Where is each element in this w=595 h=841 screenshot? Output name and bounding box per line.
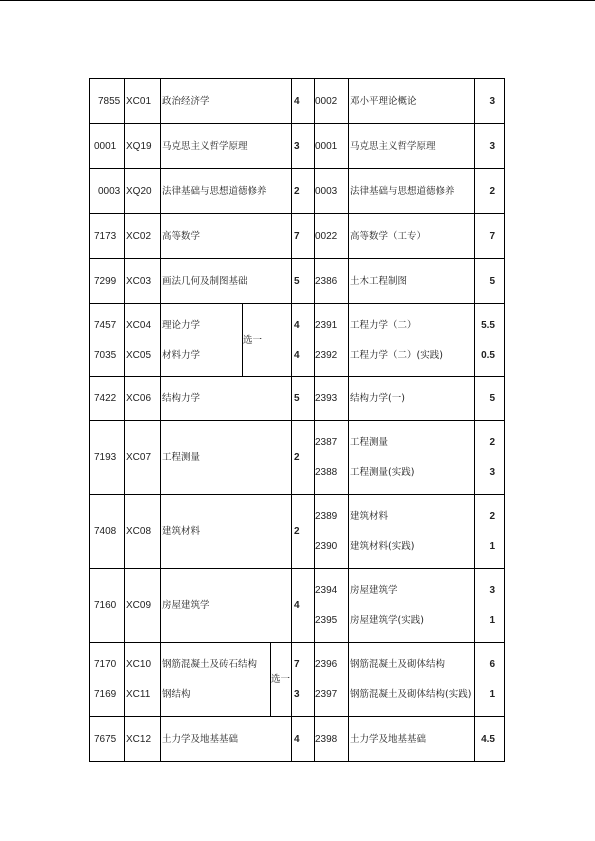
column-divider: [124, 377, 125, 420]
old-course-code: 7035: [94, 349, 117, 361]
table-right-border: [504, 79, 505, 123]
old-course-credit: 2: [294, 526, 300, 537]
old-course-code: 7299: [94, 275, 117, 287]
old-course-code: 7160: [94, 600, 117, 611]
table-right-border: [504, 377, 505, 420]
column-divider: [291, 79, 292, 123]
column-divider: [124, 717, 125, 761]
column-divider: [291, 169, 292, 213]
column-divider: [160, 169, 161, 213]
new-course-code: 0003: [315, 185, 338, 197]
course-serial: XC09: [126, 600, 152, 611]
column-divider: [124, 643, 125, 716]
new-course-name: 土木工程制图: [350, 275, 408, 287]
new-course-code: 2392: [315, 349, 338, 361]
new-course-name: 钢筋混凝土及砌体结构: [350, 659, 446, 670]
old-course-credit: 4: [294, 349, 300, 361]
course-serial: XC10: [126, 659, 152, 670]
course-serial: XC03: [126, 275, 152, 287]
table-row: [90, 169, 505, 214]
new-course-credit: 4.5: [481, 733, 495, 745]
column-divider: [474, 124, 475, 168]
old-course-credit: 7: [294, 659, 300, 670]
column-divider: [474, 643, 475, 716]
course-serial: XC04: [126, 319, 152, 331]
new-course-name: 结构力学(一): [350, 393, 405, 404]
course-serial: XC06: [126, 393, 152, 404]
column-divider: [314, 495, 315, 568]
column-divider: [160, 377, 161, 420]
column-divider: [291, 717, 292, 761]
new-course-name: 工程力学（二）(实践): [350, 349, 443, 361]
table-right-border: [504, 169, 505, 213]
new-course-name: 工程测量(实践): [350, 467, 415, 478]
new-course-code: 2395: [315, 615, 338, 626]
new-course-code: 2398: [315, 733, 338, 745]
column-divider: [124, 495, 125, 568]
column-divider: [291, 495, 292, 568]
new-course-credit: 3: [489, 95, 495, 107]
old-course-name: 建筑材料: [162, 526, 201, 537]
course-serial: XC01: [126, 95, 152, 107]
new-course-credit: 1: [489, 541, 495, 552]
new-course-name: 钢筋混凝土及砌体结构(实践): [350, 689, 472, 700]
table-row: [90, 377, 505, 421]
course-serial: XC12: [126, 733, 152, 745]
column-divider: [291, 124, 292, 168]
new-course-name: 建筑材料: [350, 511, 389, 522]
column-divider: [124, 304, 125, 376]
table-row: [90, 79, 505, 124]
new-course-name: 土力学及地基基础: [350, 733, 427, 745]
column-divider: [124, 79, 125, 123]
new-course-credit: 2: [489, 437, 495, 448]
old-course-credit: 3: [294, 140, 300, 152]
new-course-name: 邓小平理论概论: [350, 95, 417, 107]
table-row: [90, 214, 505, 259]
old-course-name: 材料力学: [162, 349, 201, 361]
new-course-credit: 3: [489, 585, 495, 596]
column-divider: [291, 304, 292, 376]
column-divider: [474, 377, 475, 420]
old-course-name: 政治经济学: [162, 95, 210, 107]
column-divider: [160, 717, 161, 761]
old-course-credit: 2: [294, 452, 300, 463]
column-divider: [160, 124, 161, 168]
column-divider: [348, 304, 349, 376]
old-course-name: 房屋建筑学: [162, 600, 210, 611]
column-divider: [474, 259, 475, 303]
new-course-code: 0022: [315, 230, 338, 242]
column-divider: [314, 304, 315, 376]
column-divider: [160, 495, 161, 568]
new-course-code: 2397: [315, 689, 338, 700]
new-course-credit: 7: [489, 230, 495, 242]
new-course-credit: 5: [489, 275, 495, 287]
column-divider: [348, 79, 349, 123]
old-course-code: 7457: [94, 319, 117, 331]
table-right-border: [504, 214, 505, 258]
new-course-name: 工程测量: [350, 437, 389, 448]
column-divider: [348, 169, 349, 213]
old-course-code: 7675: [94, 733, 117, 745]
new-course-credit: 2: [489, 185, 495, 197]
table-right-border: [504, 569, 505, 642]
old-course-credit: 3: [294, 689, 300, 700]
new-course-credit: 5.5: [481, 319, 495, 331]
course-serial: XC07: [126, 452, 152, 463]
table-row: [90, 421, 505, 495]
new-course-credit: 2: [489, 511, 495, 522]
column-divider: [160, 79, 161, 123]
column-divider: [348, 421, 349, 494]
page-top-rule: [0, 0, 595, 1]
old-course-credit: 5: [294, 275, 300, 287]
new-course-code: 2393: [315, 393, 338, 404]
old-course-code: 7173: [94, 230, 117, 242]
table-right-border: [504, 495, 505, 568]
column-divider: [291, 569, 292, 642]
table-row: [90, 304, 505, 377]
old-course-code: 7193: [94, 452, 117, 463]
new-course-code: 2390: [315, 541, 338, 552]
column-divider: [314, 421, 315, 494]
old-course-name: 理论力学: [162, 319, 201, 331]
table-right-border: [504, 421, 505, 494]
table-row: [90, 569, 505, 643]
new-course-code: 2388: [315, 467, 338, 478]
old-course-credit: 4: [294, 319, 300, 331]
old-course-code: 7408: [94, 526, 117, 537]
table-right-border: [504, 643, 505, 716]
old-course-name: 法律基础与思想道德修养: [162, 185, 267, 197]
column-divider: [474, 304, 475, 376]
column-divider: [348, 717, 349, 761]
new-course-name: 马克思主义哲学原理: [350, 140, 436, 152]
column-divider: [348, 495, 349, 568]
old-course-code: 7855: [98, 95, 121, 107]
table-row: [90, 259, 505, 304]
old-course-credit: 2: [294, 185, 300, 197]
table-right-border: [504, 124, 505, 168]
column-divider: [291, 214, 292, 258]
course-replacement-table: [89, 78, 505, 762]
column-divider: [124, 421, 125, 494]
table-right-border: [504, 304, 505, 376]
table-row: [90, 643, 505, 717]
old-course-code: 0003: [98, 185, 121, 197]
old-course-name: 高等数学: [162, 230, 201, 242]
column-divider: [348, 214, 349, 258]
column-divider: [124, 259, 125, 303]
old-course-credit: 4: [294, 733, 300, 745]
new-course-credit: 1: [489, 615, 495, 626]
column-divider: [291, 377, 292, 420]
column-divider: [160, 643, 161, 716]
column-divider: [124, 124, 125, 168]
old-course-name: 画法几何及制图基础: [162, 275, 248, 287]
new-course-credit: 3: [489, 140, 495, 152]
new-course-name: 工程力学（二）: [350, 319, 417, 331]
column-divider: [348, 643, 349, 716]
table-row: [90, 495, 505, 569]
old-course-name: 马克思主义哲学原理: [162, 140, 248, 152]
old-course-credit: 4: [294, 600, 300, 611]
old-course-name: 钢结构: [162, 689, 191, 700]
old-course-name: 钢筋混凝土及砖石结构: [162, 659, 258, 670]
old-course-name: 土力学及地基基础: [162, 733, 239, 745]
column-divider: [474, 169, 475, 213]
new-course-credit: 6: [489, 659, 495, 670]
new-course-name: 高等数学（工专）: [350, 230, 427, 242]
new-course-name: 房屋建筑学(实践): [350, 615, 424, 626]
old-course-code: 7422: [94, 393, 117, 404]
column-divider: [314, 643, 315, 716]
choose-one-label: 选一: [271, 674, 291, 685]
column-divider: [474, 421, 475, 494]
column-divider: [124, 214, 125, 258]
column-divider: [348, 377, 349, 420]
choose-one-label: 选一: [243, 334, 263, 346]
column-divider: [160, 214, 161, 258]
old-course-credit: 7: [294, 230, 300, 242]
new-course-code: 2389: [315, 511, 338, 522]
course-serial: XC11: [126, 689, 151, 700]
new-course-code: 2396: [315, 659, 338, 670]
course-serial: XQ19: [126, 140, 152, 152]
table-right-border: [504, 259, 505, 303]
new-course-code: 0001: [315, 140, 338, 152]
course-serial: XC08: [126, 526, 152, 537]
new-course-code: 2394: [315, 585, 338, 596]
table-row: [90, 124, 505, 169]
old-course-code: 7169: [94, 689, 117, 700]
column-divider: [474, 569, 475, 642]
old-course-code: 7170: [94, 659, 117, 670]
new-course-credit: 1: [489, 689, 495, 700]
column-divider: [291, 421, 292, 494]
column-divider: [474, 717, 475, 761]
new-course-code: 2391: [315, 319, 338, 331]
new-course-name: 房屋建筑学: [350, 585, 398, 596]
column-divider: [474, 214, 475, 258]
column-divider: [291, 643, 292, 716]
new-course-credit: 0.5: [481, 349, 495, 361]
old-course-credit: 4: [294, 95, 300, 107]
course-serial: XQ20: [126, 185, 152, 197]
new-course-code: 2386: [315, 275, 338, 287]
new-course-code: 2387: [315, 437, 338, 448]
new-course-code: 0002: [315, 95, 338, 107]
old-course-credit: 5: [294, 393, 300, 404]
course-serial: XC05: [126, 349, 152, 361]
column-divider: [348, 569, 349, 642]
new-course-credit: 3: [489, 467, 495, 478]
column-divider: [314, 569, 315, 642]
new-course-credit: 5: [489, 393, 495, 404]
column-divider: [474, 79, 475, 123]
column-divider: [124, 169, 125, 213]
old-course-code: 0001: [94, 140, 117, 152]
table-row: [90, 717, 505, 762]
column-divider: [160, 259, 161, 303]
course-serial: XC02: [126, 230, 152, 242]
new-course-name: 法律基础与思想道德修养: [350, 185, 455, 197]
column-divider: [348, 259, 349, 303]
new-course-name: 建筑材料(实践): [350, 541, 415, 552]
old-course-name: 工程测量: [162, 452, 201, 463]
column-divider: [124, 569, 125, 642]
column-divider: [348, 124, 349, 168]
column-divider: [291, 259, 292, 303]
column-divider: [160, 304, 161, 376]
table-right-border: [504, 717, 505, 761]
column-divider: [160, 421, 161, 494]
column-divider: [474, 495, 475, 568]
column-divider: [160, 569, 161, 642]
old-course-name: 结构力学: [162, 393, 201, 404]
